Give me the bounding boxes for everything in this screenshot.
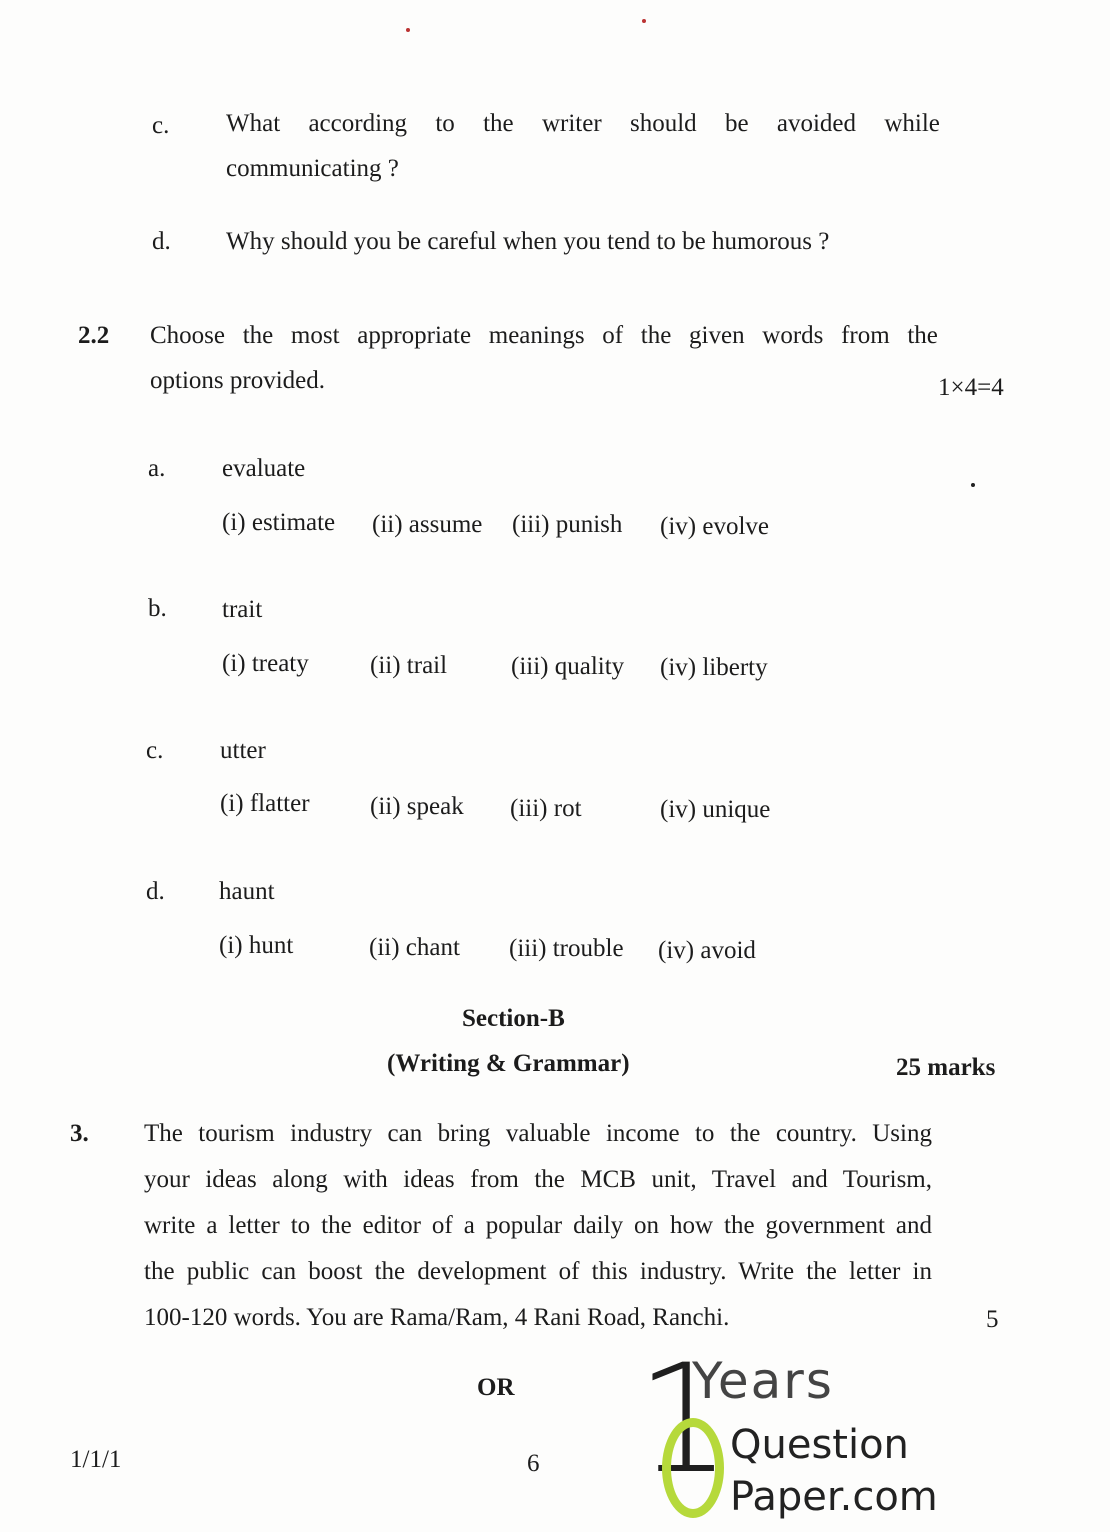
logo-zero-ring-icon: [662, 1418, 724, 1518]
section-subtitle: (Writing & Grammar): [387, 1050, 630, 1077]
word: Choose: [150, 322, 225, 349]
item-word: trait: [222, 596, 263, 623]
word: most: [290, 322, 340, 349]
word: according: [308, 110, 408, 137]
option-iv: (iv) evolve: [660, 513, 769, 540]
q-c-line2: communicating ?: [226, 155, 399, 182]
item-label: b.: [148, 595, 167, 622]
word: appropriate: [357, 322, 472, 349]
word: the: [640, 322, 672, 349]
page-number: 6: [527, 1450, 540, 1477]
scan-speck: [971, 483, 975, 487]
option-ii: (ii) trail: [370, 652, 448, 679]
word: What: [226, 110, 281, 137]
word: words: [762, 322, 824, 349]
word: avoided: [776, 110, 857, 137]
logo-years: Years: [692, 1352, 834, 1410]
q3-line: 100-120 words. You are Rama/Ram, 4 Rani Road, Ranchi.: [144, 1304, 730, 1331]
word: the: [242, 322, 274, 349]
option-iii: (iii) quality: [511, 653, 625, 680]
q3-number: 3.: [70, 1120, 89, 1147]
logo-paper: Paper.com: [730, 1474, 938, 1520]
item-label: c.: [146, 737, 164, 764]
word: from: [841, 322, 890, 349]
option-iii: (iii) rot: [510, 795, 582, 822]
section-marks: 25 marks: [896, 1054, 996, 1081]
q3-body: [144, 1120, 932, 1350]
section-title: Section-B: [462, 1005, 565, 1032]
word: to: [435, 110, 455, 137]
word: meanings: [488, 322, 585, 349]
q3-marks: 5: [986, 1306, 999, 1333]
option-iv: (iv) unique: [660, 796, 771, 823]
item-label: d.: [146, 878, 165, 905]
option-iv: (iv) avoid: [658, 937, 756, 964]
word: should: [629, 110, 697, 137]
q3-line: your ideas along with ideas from the MCB unit, Travel and Tourism,: [144, 1166, 932, 1193]
paper-code: 1/1/1: [70, 1446, 122, 1473]
word: be: [724, 110, 749, 137]
q22-marks: 1×4=4: [938, 374, 1004, 401]
word: writer: [541, 110, 602, 137]
q22-number: 2.2: [78, 322, 110, 349]
option-i: (i) estimate: [222, 509, 336, 536]
q22-line1: [150, 322, 938, 350]
logo-question: Question: [730, 1422, 909, 1468]
option-i: (i) treaty: [222, 650, 309, 677]
word: given: [689, 322, 745, 349]
q-c-line1: [226, 110, 940, 138]
q-d-label: d.: [152, 228, 171, 255]
q3-line: the public can boost the development of this industry. Write the letter in: [144, 1258, 932, 1285]
item-word: utter: [220, 737, 266, 764]
item-label: a.: [148, 455, 166, 482]
or-label: OR: [477, 1374, 515, 1401]
q3-line: The tourism industry can bring valuable income to the country. Using: [144, 1120, 932, 1147]
item-word: evaluate: [222, 455, 306, 482]
word: of: [602, 322, 624, 349]
option-i: (i) hunt: [219, 932, 294, 959]
item-word: haunt: [219, 878, 275, 905]
q-d-text: Why should you be careful when you tend to be humorous ?: [226, 228, 830, 255]
option-iv: (iv) liberty: [660, 654, 768, 681]
option-ii: (ii) speak: [370, 793, 464, 820]
scan-speck: [642, 19, 646, 23]
option-iii: (iii) punish: [512, 511, 623, 538]
option-ii: (ii) assume: [372, 511, 483, 538]
scan-speck: [406, 28, 410, 32]
word: while: [884, 110, 940, 137]
word: the: [483, 110, 514, 137]
option-iii: (iii) trouble: [509, 935, 624, 962]
logo-digit-one: 1: [636, 1333, 732, 1507]
option-i: (i) flatter: [220, 790, 310, 817]
q-c-label: c.: [152, 112, 170, 139]
word: the: [907, 322, 938, 349]
q3-line: write a letter to the editor of a popular daily on how the government and: [144, 1212, 932, 1239]
q22-line2: options provided.: [150, 367, 325, 394]
option-ii: (ii) chant: [369, 934, 460, 961]
